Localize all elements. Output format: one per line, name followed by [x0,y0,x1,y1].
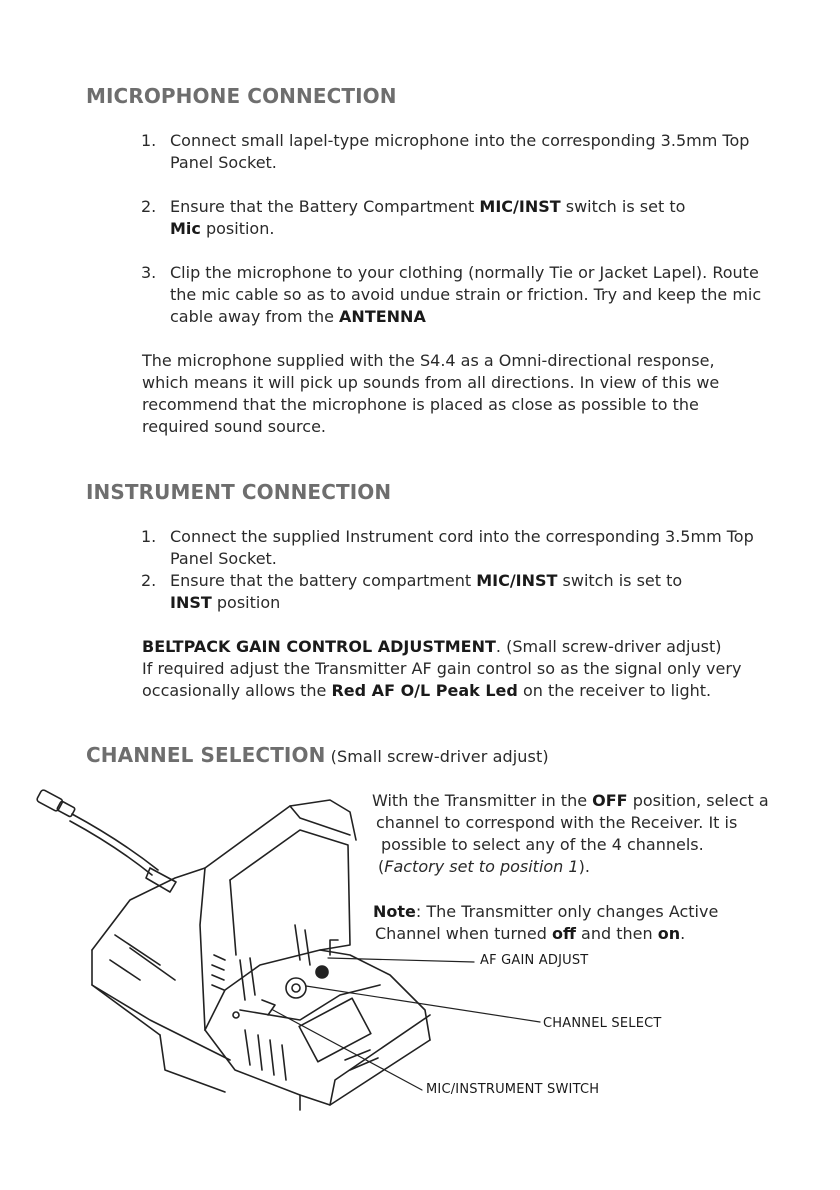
section-heading-microphone: MICROPHONE CONNECTION [86,84,397,108]
callout-channel-select: CHANNEL SELECT [543,1016,662,1031]
channel-line-3: possible to select any of the 4 channels. [381,835,704,854]
note-line-1: Note: The Transmitter only changes Active [373,902,719,921]
battery-compartment [205,925,430,1110]
list-number: 2. [141,197,157,216]
microphone-gooseneck [36,789,176,892]
callout-mic-instrument-switch: MIC/INSTRUMENT SWITCH [426,1082,600,1097]
list-item: Connect the supplied Instrument cord into the corresponding 3.5mm Top Panel Socket. [170,527,754,568]
body-paragraph: The microphone supplied with the S4.4 as a Omni-directional response, which means it will pick up sounds from all directions. In view of this we recommend that the microphone is placed as close as possible to the required sound source. [142,351,720,436]
section-heading-instrument: INSTRUMENT CONNECTION [86,480,392,504]
channel-line-2: channel to correspond with the Receiver. It is [376,813,738,832]
note-line-2: Channel when turned off and then on. [375,924,686,943]
list-item: Ensure that the Battery Compartment MIC/INST switch is set to Mic position. [170,197,686,238]
list-number: 1. [141,131,157,150]
beltpack-body [92,800,356,1092]
callout-af-gain-adjust: AF GAIN ADJUST [480,953,589,968]
list-item: Ensure that the battery compartment MIC/INST switch is set to INST position [170,571,683,612]
list-number: 2. [141,571,157,590]
callout-lines [273,958,540,1090]
gain-paragraph: BELTPACK GAIN CONTROL ADJUSTMENT. (Small screw-driver adjust) If required adjust the Transmitter AF gain control so as the signal only very occasionally allows the Red AF O/L Peak Led on the receiver to light. [142,637,742,700]
list-item: Clip the microphone to your clothing (normally Tie or Jacket Lapel). Route the mic cable so as to avoid undue strain or friction. Try and keep the mic cable away from the ANTENNA [170,263,762,326]
channel-line-1: With the Transmitter in the OFF position, select a [372,791,769,810]
list-number: 1. [141,527,157,546]
channel-line-4: (Factory set to position 1). [378,857,590,876]
section-heading-channel: CHANNEL SELECTION (Small screw-driver adjust) [86,743,549,767]
list-number: 3. [141,263,157,282]
list-item: Connect small lapel-type microphone into the corresponding 3.5mm Top Panel Socket. [170,131,750,172]
